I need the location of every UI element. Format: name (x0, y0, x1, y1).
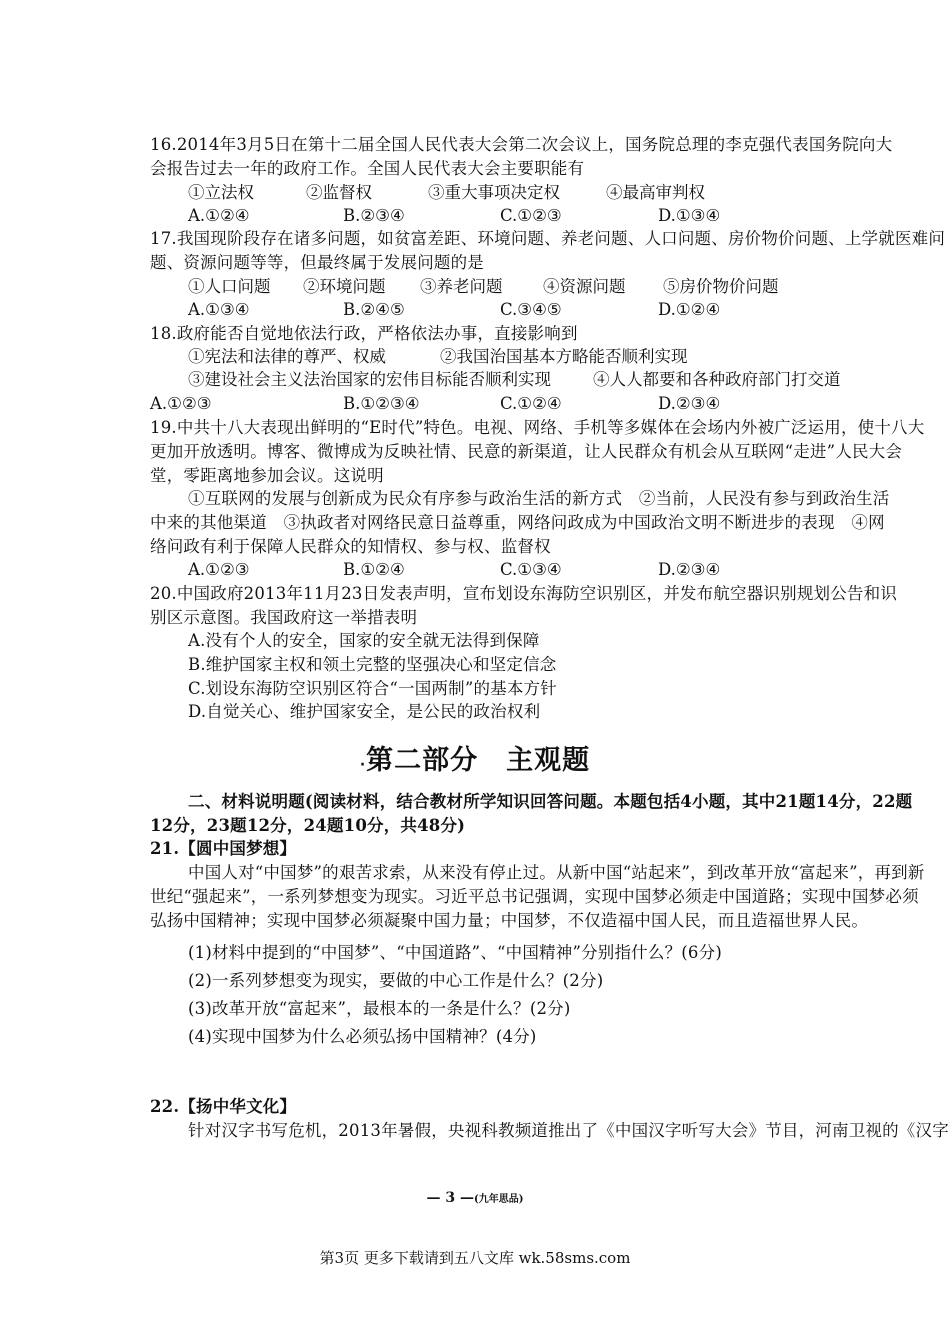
q16-item-4: ④最高审判权 (606, 183, 705, 202)
q19-items-line1: ①互联网的发展与创新成为民众有序参与政治生活的新方式 ②当前，人民没有参与到政治生活 (188, 489, 890, 508)
section2-instructions-line1: 二、材料说明题(阅读材料，结合教材所学知识回答问题。本题包括4小题，其中21题14分，22题 (188, 792, 913, 811)
q19-stem-line1: 19.中共十八大表现出鲜明的“E时代”特色。电视、网络、手机等多媒体在会场内外被广泛运用，使十八大 (150, 418, 925, 437)
section2-instructions-line2: 12分，23题12分，24题10分，共48分) (150, 816, 466, 835)
q16-choice-a: A.①②④ (188, 206, 250, 225)
q19-items-line2: 中来的其他渠道 ③执政者对网络民意日益尊重，网络问政成为中国政治文明不断进步的表现 ④网 (150, 513, 885, 532)
q16-item-2: ②监督权 (306, 183, 372, 202)
subject-tag: (九年思品) (474, 1194, 524, 1205)
q17-choice-a: A.①③④ (188, 300, 250, 319)
q19-choice-b: B.①②④ (343, 560, 405, 579)
part2-title-b: 主观题 (506, 745, 591, 776)
page-number (0, 1190, 950, 1206)
q19-choice-d: D.②③④ (658, 560, 721, 579)
q17-choice-c: C.③④⑤ (500, 300, 562, 319)
q17-item-1: ①人口问题 (188, 277, 271, 296)
q16-stem-line1: 16.2014年3月5日在第十二届全国人民代表大会第二次会议上，国务院总理的李克强代表国务院向大 (150, 135, 893, 154)
q18-choice-c: C.①②④ (500, 394, 562, 413)
q19-items-line3: 络问政有利于保障人民群众的知情权、参与权、监督权 (150, 537, 551, 556)
q17-item-2: ②环境问题 (303, 277, 386, 296)
q20-option-c: C.划设东海防空识别区符合“一国两制”的基本方针 (188, 679, 557, 698)
q17-item-5: ⑤房价物价问题 (663, 277, 779, 296)
q18-item-3: ③建设社会主义法治国家的宏伟目标能否顺利实现 (188, 370, 551, 389)
q21-heading: 21.【圆中国梦想】 (150, 839, 297, 858)
q18-choice-b: B.①②③④ (343, 394, 420, 413)
q21-material-line2: 世纪“强起来”，一系列梦想变为现实。习近平总书记强调，实现中国梦必须走中国道路；实现中国梦必须 (150, 887, 919, 906)
q17-stem-line2: 题、资源问题等等，但最终属于发展问题的是 (150, 253, 484, 272)
part2-title (0, 738, 950, 777)
q16-choice-b: B.②③④ (343, 206, 405, 225)
q18-stem: 18.政府能否自觉地依法行政，严格依法办事，直接影响到 (150, 324, 578, 343)
q21-sub-question-4: (4)实现中国梦为什么必须弘扬中国精神？(4分) (188, 1027, 537, 1046)
q20-stem-line1: 20.中国政府2013年11月23日发表声明，宣布划设东海防空识别区，并发布航空器识别规划公告和识 (150, 584, 898, 603)
q18-choice-d: D.②③④ (658, 394, 721, 413)
q21-sub-question-2: (2)一系列梦想变为现实，要做的中心工作是什么？(2分) (188, 971, 604, 990)
q16-stem-line2: 会报告过去一年的政府工作。全国人民代表大会主要职能有 (150, 159, 585, 178)
q20-stem-line2: 别区示意图。我国政府这一举措表明 (150, 608, 418, 627)
q19-stem-line3: 堂，零距离地参加会议。这说明 (150, 466, 384, 485)
q20-option-b: B.维护国家主权和领土完整的坚强决心和坚定信念 (188, 655, 557, 674)
q17-choice-b: B.②④⑤ (343, 300, 405, 319)
q17-choice-d: D.①②④ (658, 300, 721, 319)
q21-sub-question-3: (3)改革开放“富起来”，最根本的一条是什么？(2分) (188, 999, 571, 1018)
q19-choice-a: A.①②③ (188, 560, 250, 579)
part2-dot: · (359, 757, 367, 773)
q17-item-4: ④资源问题 (543, 277, 626, 296)
q22-heading: 22.【扬中华文化】 (150, 1097, 297, 1116)
q19-choice-c: C.①③④ (500, 560, 562, 579)
q16-choice-d: D.①③④ (658, 206, 721, 225)
q18-choice-a: A.①②③ (150, 394, 212, 413)
q21-sub-question-1: (1)材料中提到的“中国梦”、“中国道路”、“中国精神”分别指什么？(6分) (188, 943, 722, 962)
q21-material-line3: 弘扬中国精神；实现中国梦必须凝聚中国力量；中国梦，不仅造福中国人民，而且造福世界人民。 (150, 911, 869, 930)
q21-material-line1: 中国人对“中国梦”的艰苦求索，从来没有停止过。从新中国“站起来”，到改革开放“富起来”，再到新 (188, 863, 925, 882)
q18-item-2: ②我国治国基本方略能否顺利实现 (440, 347, 688, 366)
q22-material-line1: 针对汉字书写危机，2013年暑假，央视科教频道推出了《中国汉字听写大会》节目，河南卫视的《汉字 (188, 1121, 949, 1140)
q17-stem-line1: 17.我国现阶段存在诸多问题，如贫富差距、环境问题、养老问题、人口问题、房价物价问题、上学就医难问 (150, 229, 946, 248)
download-footer: 第3页 更多下载请到五八文库 wk.58sms.com (319, 1249, 631, 1267)
page-number-text: — 3 — (426, 1190, 475, 1206)
q20-option-d: D.自觉关心、维护国家安全，是公民的政治权利 (188, 702, 541, 721)
q17-item-3: ③养老问题 (420, 277, 503, 296)
q19-stem-line2: 更加开放透明。博客、微博成为反映社情、民意的新渠道，让人民群众有机会从互联网“走进”人民大会 (150, 442, 903, 461)
q16-item-1: ①立法权 (188, 183, 254, 202)
part2-title-a: 第二部分 (366, 745, 479, 776)
q18-item-1: ①宪法和法律的尊严、权威 (188, 347, 386, 366)
q16-item-3: ③重大事项决定权 (428, 183, 560, 202)
q16-choice-c: C.①②③ (500, 206, 562, 225)
q20-option-a: A.没有个人的安全，国家的安全就无法得到保障 (188, 631, 540, 650)
q18-item-4: ④人人都要和各种政府部门打交道 (593, 370, 841, 389)
